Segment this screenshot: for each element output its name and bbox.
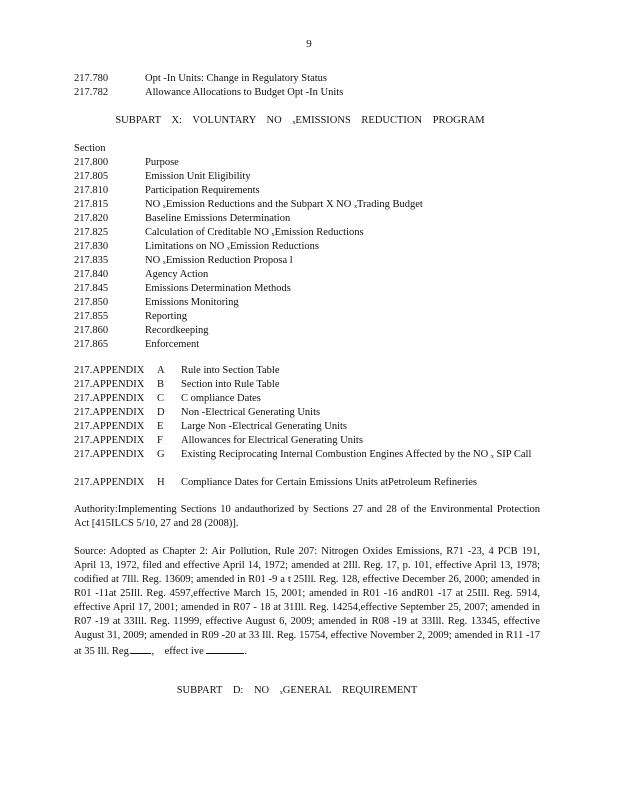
section-number: 217.780 <box>74 73 109 84</box>
section-title: NO ₓEmission Reduction Proposa l <box>145 255 293 266</box>
authority-paragraph: Authority:Implementing Sections 10 andauthorized by Sections 27 and 28 of the Environmental Protection Act [415ILCS 5/10, 27 and 28 (2008)]. <box>74 504 540 529</box>
appendix-title: Section into Rule Table <box>181 379 280 390</box>
list-item <box>74 324 544 338</box>
blank-line <box>131 643 151 654</box>
list-item <box>74 420 544 434</box>
list-item <box>74 268 544 282</box>
section-number: 217.810 <box>74 185 109 196</box>
source-tail-effective: effect ive <box>164 646 204 657</box>
section-title: Participation Requirements <box>145 185 260 196</box>
list-item <box>74 198 544 212</box>
list-item <box>74 310 544 324</box>
list-item <box>74 282 544 296</box>
section-title: Allowance Allocations to Budget Opt -In Units <box>145 87 344 98</box>
appendix-number: 217.APPENDIX <box>74 477 145 488</box>
appendix-letter: E <box>157 421 164 432</box>
list-item <box>74 156 544 170</box>
list-item <box>74 296 544 310</box>
section-number: 217.800 <box>74 157 109 168</box>
list-item <box>74 226 544 240</box>
source-paragraph <box>74 545 540 659</box>
list-item <box>74 184 544 198</box>
section-number: 217.805 <box>74 171 109 182</box>
appendix-number: 217.APPENDIX <box>74 393 145 404</box>
appendix-number: 217.APPENDIX <box>74 407 145 418</box>
section-number: 217.865 <box>74 339 109 350</box>
blank-line <box>206 643 244 654</box>
appendix-number: 217.APPENDIX <box>74 379 145 390</box>
appendix-title: Rule into Section Table <box>181 365 280 376</box>
appendix-letter: F <box>157 435 163 446</box>
appendix-list <box>74 364 544 490</box>
appendix-title: Non -Electrical Generating Units <box>181 407 321 418</box>
appendix-number: 217.APPENDIX <box>74 365 145 376</box>
source-tail-separator: , <box>151 646 155 657</box>
list-item <box>74 378 544 392</box>
list-item <box>74 86 544 100</box>
section-title: Reporting <box>145 311 187 322</box>
appendix-letter: A <box>157 365 165 376</box>
source-tail-end: . <box>244 646 247 657</box>
top-section-list <box>74 72 544 100</box>
section-list <box>74 142 544 352</box>
appendix-title: C ompliance Dates <box>181 393 261 404</box>
list-item <box>74 254 544 268</box>
section-number: 217.820 <box>74 213 109 224</box>
list-item <box>74 338 544 352</box>
section-title: Emissions Determination Methods <box>145 283 291 294</box>
subpart-d-heading: SUBPART D: NO ₓGENERAL REQUIREMENT <box>176 685 418 696</box>
section-number: 217.782 <box>74 87 109 98</box>
section-number: 217.815 <box>74 199 109 210</box>
section-number: 217.840 <box>74 269 109 280</box>
section-label: Section <box>74 143 106 154</box>
section-number: 217.830 <box>74 241 109 252</box>
list-item <box>74 406 544 420</box>
section-title: Calculation of Creditable NO ₓEmission Reductions <box>145 227 364 238</box>
list-item <box>74 364 544 378</box>
list-item <box>74 434 544 448</box>
appendix-letter: C <box>157 393 165 404</box>
list-item <box>74 448 544 476</box>
appendix-letter: G <box>157 449 165 460</box>
list-item <box>74 72 544 86</box>
section-title: Emissions Monitoring <box>145 297 239 308</box>
appendix-title: Compliance Dates for Certain Emissions Units atPetroleum Refineries <box>181 477 477 488</box>
section-title: Limitations on NO ₓEmission Reductions <box>145 241 319 252</box>
appendix-title: Existing Reciprocating Internal Combustion Engines Affected by the NO ₓ SIP Call <box>181 449 532 460</box>
section-title: NO ₓEmission Reductions and the Subpart X NO ₓTrading Budget <box>145 199 423 210</box>
appendix-letter: H <box>157 477 165 488</box>
list-item <box>74 212 544 226</box>
section-number: 217.855 <box>74 311 109 322</box>
section-title: Enforcement <box>145 339 200 350</box>
subpart-x-heading: SUBPART X: VOLUNTARY NO ₓEMISSIONS REDUCTION PROGRAM <box>115 115 485 126</box>
section-title: Agency Action <box>145 269 209 280</box>
source-text: Source: Adopted as Chapter 2: Air Pollution, Rule 207: Nitrogen Oxides Emissions, R71 -23, 4 PCB 191, April 13, 1972, filed and effective April 14, 1972; amended at 2Ill. Reg. 17, p. 101, effective April 13, 1978; codified at 7Ill. Reg. 13609; amended in R01 -9 a t 25Ill. Reg. 128, effective December 26, 2000; amended in R01 -11at 25Ill. Reg. 4597,effective March 15, 2001; amended in R01 -16 andR01 -17 at 25Ill. Reg. 5914, effective April 17, 2001; amended in R07 - 18 at 31Ill. Reg. 14254,effective September 25, 2007; amended in R07 -19 at 33Ill. Reg. 11999, effective August 6, 2009; amended in R08 -19 at 33Ill. Reg. 13345, effective August 31, 2009; amended in R09 -20 at 33 Ill. Reg. 15754, effective November 2, 2009; amended in R11 -17 at 35 Ill. Reg. <box>74 546 540 657</box>
section-number: 217.835 <box>74 255 109 266</box>
appendix-title: Allowances for Electrical Generating Units <box>181 435 363 446</box>
section-number: 217.860 <box>74 325 109 336</box>
section-title: Recordkeeping <box>145 325 209 336</box>
list-item <box>74 392 544 406</box>
list-item <box>74 476 544 490</box>
section-title: Opt -In Units: Change in Regulatory Status <box>145 73 327 84</box>
section-title: Baseline Emissions Determination <box>145 213 291 224</box>
appendix-title: Large Non -Electrical Generating Units <box>181 421 347 432</box>
list-item <box>74 240 544 254</box>
section-title: Emission Unit Eligibility <box>145 171 251 182</box>
appendix-number: 217.APPENDIX <box>74 421 145 432</box>
section-number: 217.845 <box>74 283 109 294</box>
page-number: 9 <box>306 38 312 50</box>
appendix-letter: D <box>157 407 165 418</box>
section-number: 217.825 <box>74 227 109 238</box>
section-number: 217.850 <box>74 297 109 308</box>
section-title: Purpose <box>145 157 179 168</box>
appendix-number: 217.APPENDIX <box>74 435 145 446</box>
appendix-number: 217.APPENDIX <box>74 449 145 460</box>
appendix-letter: B <box>157 379 165 390</box>
list-item <box>74 170 544 184</box>
